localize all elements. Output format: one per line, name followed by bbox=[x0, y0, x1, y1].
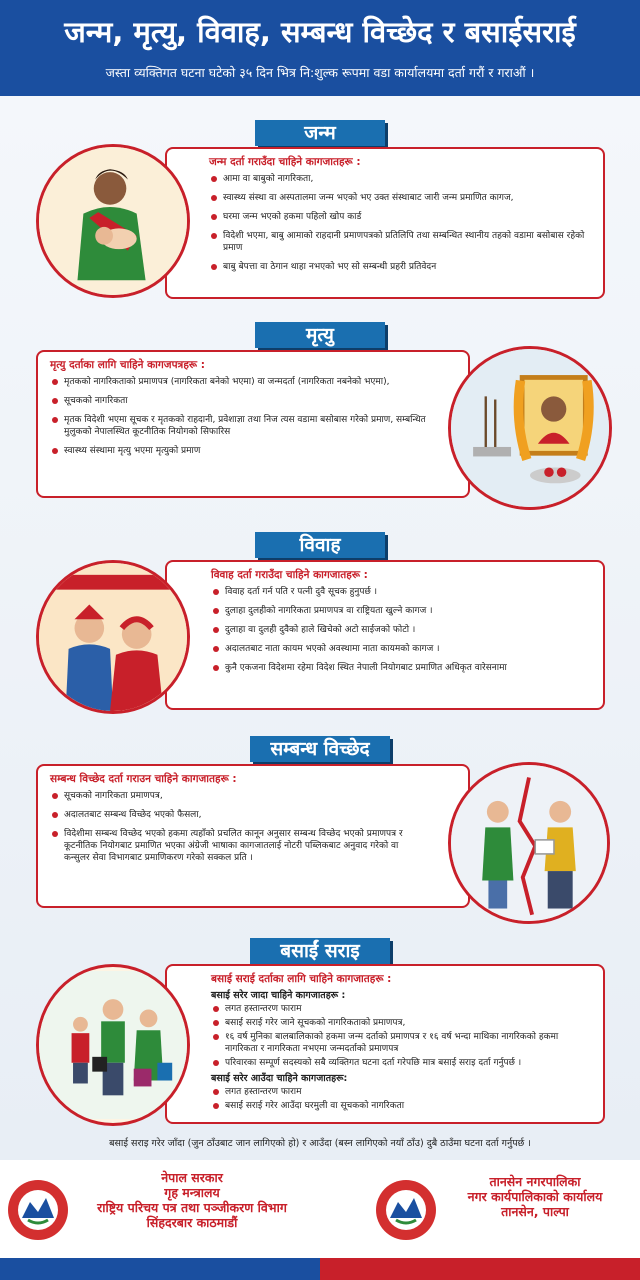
birth-requirements-box bbox=[165, 147, 605, 299]
list-item: सूचकको नागरिकता प्रमाणपत्र, bbox=[50, 790, 426, 802]
issuer-right-line: नगर कार्यपालिकाको कार्यालय bbox=[467, 1189, 603, 1204]
separated-couple-illustration bbox=[448, 762, 610, 924]
list-item: सूचकको नागरिकता bbox=[50, 395, 426, 407]
birth-requirements-list bbox=[209, 173, 593, 273]
list-item: स्वास्थ्य संस्थामा मृत्यु भएमा मृत्युको प्रमाण bbox=[50, 445, 426, 457]
issuer-left-line: नेपाल सरकार bbox=[161, 1170, 223, 1185]
death-requirements-box bbox=[36, 350, 470, 498]
nepal-government-emblem-icon bbox=[376, 1180, 436, 1240]
migration-requirements-heading: बसाई सराई दर्ताका लागि चाहिने कागजातहरू : bbox=[211, 973, 392, 985]
memorial-portrait-illustration bbox=[448, 346, 612, 510]
list-item: स्वास्थ्य संस्था वा अस्पतालमा जन्म भएको भए उक्त संस्थाबाट जारी जन्म प्रमाणित कागज, bbox=[209, 192, 593, 204]
marriage-requirements-box bbox=[165, 560, 605, 710]
migration-requirements-box bbox=[165, 964, 605, 1124]
migration-out-list bbox=[211, 1003, 593, 1069]
list-item: घरमा जन्म भएको हकमा पहिलो खोप कार्ड bbox=[209, 211, 593, 223]
list-item: दुलाहा दुलहीको नागरिकता प्रमाणपत्र वा राष्ट्रियता खुल्ने कागज । bbox=[211, 605, 593, 617]
migration-note: बसाई सराइ गरेर जाँदा (जुन ठाँउबाट जान लागिएको हो) र आउँदा (बस्न लागिएको नयाँ ठाँउ) दुबै ठाउँमा घटना दर्ता गर्नुपर्छ । bbox=[109, 1138, 531, 1149]
mother-baby-illustration bbox=[36, 144, 190, 298]
footer bbox=[0, 1160, 640, 1280]
family-moving-illustration bbox=[36, 964, 190, 1126]
list-item: मृतक विदेशी भएमा सूचक र मृतकको राहदानी, प्रवेशाज्ञा तथा निज त्यस वडामा बसोबास गरेको प्रमाण, सम्बन्धित मुलुकको नेपालस्थित कूटनीतिक नियोगको सिफारिस bbox=[50, 414, 426, 438]
marriage-requirements-list bbox=[211, 586, 593, 674]
list-item: बसाई सराई गरेर जाने सूचकको नागरिकताको प्रमाणपत्र, bbox=[211, 1017, 593, 1029]
list-item: विवाह दर्ता गर्न पति र पत्नी दुवै सूचक हुनुपर्छ । bbox=[211, 586, 593, 598]
list-item: बसाई सराई गरेर आउँदा घरमुली वा सूचकको नागरिकता bbox=[211, 1100, 593, 1112]
divorce-section-title: सम्बन्ध विच्छेद bbox=[250, 736, 390, 762]
death-requirements-list bbox=[50, 376, 426, 457]
list-item: मृतकको नागरिकताको प्रमाणपत्र (नागरिकता बनेको भएमा) वा जन्मदर्ता (नागरिकता नबनेको भएमा), bbox=[50, 376, 426, 388]
footer-color-band bbox=[0, 1258, 640, 1280]
list-item: विदेशी भएमा, बाबु आमाको राहदानी प्रमाणपत्रको प्रतिलिपि तथा सम्बन्धित स्थानीय तहको वडामा बसोबास रहेको प्रमाण bbox=[209, 230, 593, 254]
marriage-section-title: विवाह bbox=[255, 532, 385, 558]
migration-section-title: बसाईं सराइ bbox=[250, 938, 390, 964]
migration-in-list bbox=[211, 1086, 593, 1112]
migration-out-heading: बसाई सरेर जादा चाहिने कागजातहरू : bbox=[211, 990, 346, 1001]
marriage-requirements-heading: विवाह दर्ता गराउँदा चाहिने कागजातहरू : bbox=[211, 569, 368, 581]
list-item: दुलाहा वा दुलही दुवैको हाले खिचेको अटो साईजको फोटो । bbox=[211, 624, 593, 636]
list-item: १६ वर्ष मुनिका बालबालिकाको हकमा जन्म दर्ताको प्रमाणपत्र र १६ वर्ष भन्दा माथिका नागरिकको हकमा नागरिकता र नागरिकता नभएमा जन्मदर्ताको प्रमाणपत्र bbox=[211, 1031, 593, 1055]
divorce-requirements-heading: सम्बन्ध विच्छेद दर्ता गराउन चाहिने कागजातहरू : bbox=[50, 773, 237, 785]
issuer-left-line: राष्ट्रिय परिचय पत्र तथा पञ्जीकरण विभाग bbox=[97, 1200, 287, 1215]
nepal-government-emblem-icon bbox=[8, 1180, 68, 1240]
list-item: परिवारका सम्पूर्ण सदस्यको सबै व्यक्तिगत घटना दर्ता गरेपछि मात्र बसाई सराइ दर्ता गर्नुपर्छ । bbox=[211, 1057, 593, 1069]
list-item: आमा वा बाबुको नागरिकता, bbox=[209, 173, 593, 185]
wedding-couple-illustration bbox=[36, 560, 190, 714]
page-title: जन्म, मृत्यु, विवाह, सम्बन्ध विच्छेद र बसाईसराई bbox=[64, 15, 576, 49]
header-banner bbox=[0, 0, 640, 96]
issuer-left-line: सिंहदरबार काठमाडौं bbox=[146, 1215, 238, 1230]
birth-requirements-heading: जन्म दर्ता गराउँदा चाहिने कागजातहरू : bbox=[209, 156, 361, 168]
page-subtitle: जस्ता व्यक्तिगत घटना घटेको ३५ दिन भित्र नि:शुल्क रूपमा वडा कार्यालयमा दर्ता गरौं र गराऔं । bbox=[105, 65, 535, 80]
divorce-requirements-list bbox=[50, 790, 426, 864]
death-requirements-heading: मृत्यु दर्ताका लागि चाहिने कागजपत्रहरू : bbox=[50, 359, 205, 371]
list-item: अदालतबाट नाता कायम भएको अवस्थामा नाता कायमको कागज । bbox=[211, 643, 593, 655]
list-item: विदेशीमा सम्बन्ध विच्छेद भएको हकमा त्यहाँको प्रचलित कानून अनुसार सम्बन्ध विच्छेद भएको प्रमाणपत्र र कूटनीतिक नियोगबाट प्रमाणित भएका अंग्रेजी भाषाका कागजातलाई नोटरी पब्लिकबाट अनुवाद गरेको वा कन्सुलर सेवा विभागबाट प्रमाणिकरण गरेको सक्कल प्रति । bbox=[50, 828, 426, 864]
list-item: लगत हस्तान्तरण फाराम bbox=[211, 1003, 593, 1015]
issuer-right-line: तानसेन नगरपालिका bbox=[489, 1174, 581, 1189]
birth-section-title: जन्म bbox=[255, 120, 385, 146]
list-item: लगत हस्तान्तरण फाराम bbox=[211, 1086, 593, 1098]
list-item: कुनै एकजना विदेशमा रहेमा विदेश स्थित नेपाली नियोगबाट प्रमाणित अधिकृत वारेसनामा bbox=[211, 662, 593, 674]
issuer-left-line: गृह मन्त्रालय bbox=[164, 1185, 220, 1200]
list-item: बाबु बेपत्ता वा ठेगान थाहा नभएको भए सो सम्बन्धी प्रहरी प्रतिवेदन bbox=[209, 261, 593, 273]
divorce-requirements-box bbox=[36, 764, 470, 908]
issuer-right bbox=[440, 1174, 630, 1219]
list-item: अदालतबाट सम्बन्ध विच्छेद भएको फैसला, bbox=[50, 809, 426, 821]
issuer-right-line: तानसेन, पाल्पा bbox=[501, 1204, 569, 1219]
migration-in-heading: बसाई सरेर आउँदा चाहिने कागजातहरू: bbox=[211, 1073, 348, 1084]
death-section-title: मृत्यु bbox=[255, 322, 385, 348]
issuer-left bbox=[72, 1170, 312, 1230]
